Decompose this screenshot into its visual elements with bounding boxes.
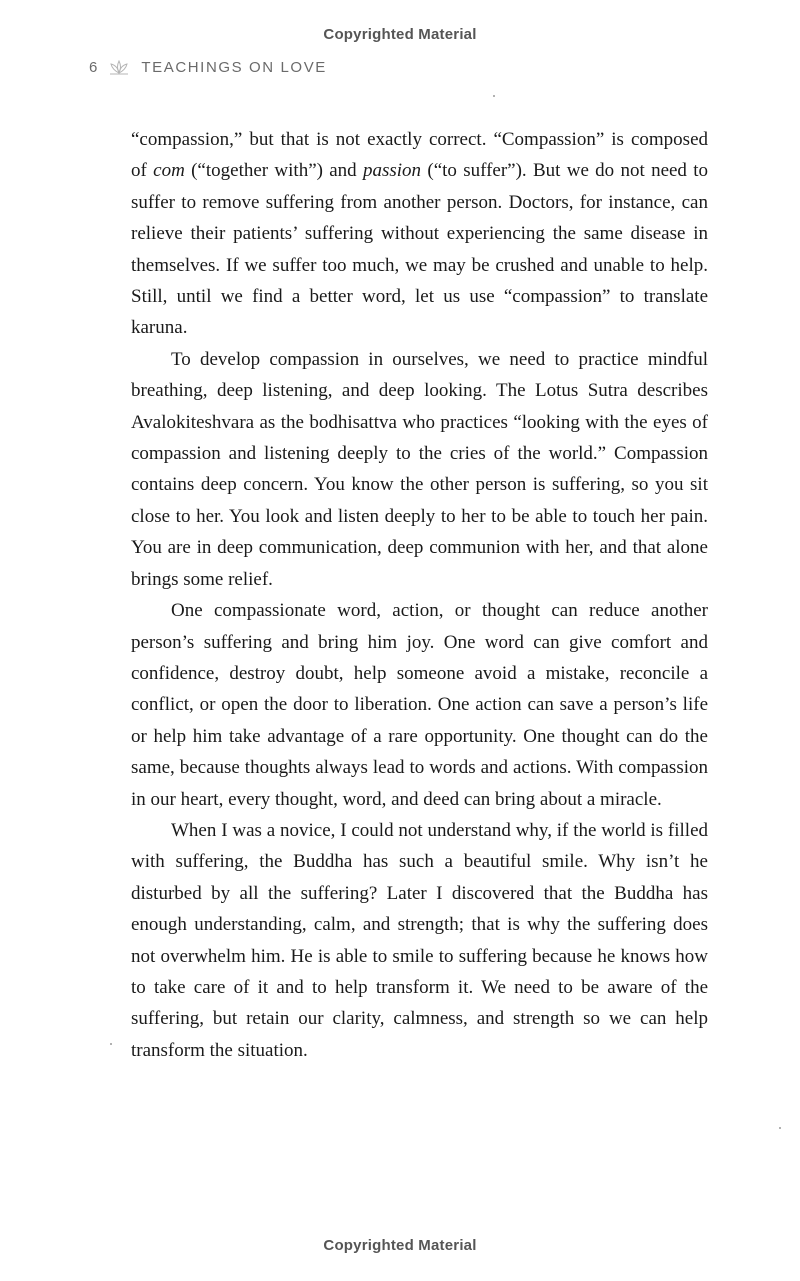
paragraph: One compassionate word, action, or thought can reduce another person’s suffering and bring him joy. One word can give comfort and confidence, destroy doubt, help someone avoid a mistake, reconcile a conflict, or open the door to liberation. One action can save a person’s life or help him take advantage of a rare opportunity. One thought can do the same, because thoughts always lead to words and actions. With compassion in our heart, every thought, word, and deed can bring about a miracle. (131, 600, 708, 810)
lotus-ornament-icon (107, 58, 131, 76)
scan-speck (110, 1043, 112, 1045)
copyright-watermark-bottom: Copyrighted Material (323, 1237, 477, 1254)
page-number: 6 (89, 58, 98, 76)
scan-speck (493, 95, 495, 97)
page-body-text (131, 124, 708, 1066)
paragraph-continued: “compassion,” but that is not exactly correct. “Compassion” is composed of com (“together with”) and passion (“to suffer”). But we do not need to suffer to remove suffering from another person. Doctors, for instance, can relieve their patients’ suffering without experiencing the same disease in themselves. If we suffer too much, we may be crushed and unable to help. Still, until we find a better word, let us use “compassion” to translate karuna. (131, 129, 709, 339)
copyright-watermark-top: Copyrighted Material (323, 26, 477, 43)
scan-speck (779, 1127, 781, 1129)
paragraph: To develop compassion in ourselves, we need to practice mindful breathing, deep listening, and deep looking. The Lotus Sutra describes Avalokiteshvara as the bodhisattva who practices “looking with the eyes of compassion and listening deeply to the cries of the world.” Compassion contains deep concern. You know the other person is suffering, so you sit close to her. You look and listen deeply to her to be able to touch her pain. You are in deep communication, deep communion with her, and that alone brings some relief. (131, 348, 708, 590)
running-head (89, 57, 327, 77)
running-head-title: TEACHINGS ON LOVE (141, 58, 327, 76)
paragraph: When I was a novice, I could not understand why, if the world is filled with suffering, the Buddha has such a beautiful smile. Why isn’t he disturbed by all the suffering? Later I discovered that the Buddha has enough understanding, calm, and strength; that is why the suffering does not overwhelm him. He is able to smile to suffering because he knows how to take care of it and to help transform it. We need to be aware of the suffering, but retain our clarity, calmness, and strength so we can help transform the situation. (131, 819, 708, 1061)
